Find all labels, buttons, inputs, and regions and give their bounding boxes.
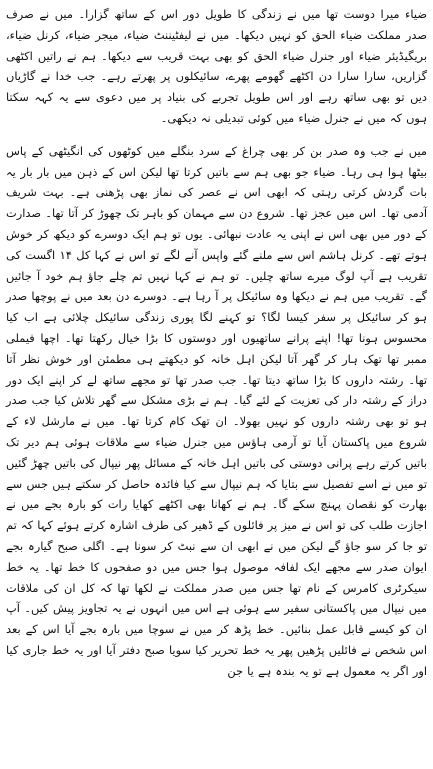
paragraph-2: میں نے جب وہ صدر بن کر بھی چراغ کے سرد بنگلے میں کوٹھوں کی انگیٹھی کے پاس بیٹھا ہوا ہی رہا۔ ضیاء جو بھی ہم سے باتیں کرتا تھا لیکن اس کے ذہن میں بار بار یہ بات گردش کرتی رہتی کہ ابھی اس نے عصر کی نماز بھی پڑھنی ہے۔ بہت شریف آدمی تھا۔ اس میں عجز تھا۔ شروع دن سے مہمان کو باہر تک چھوڑ کر آتا تھا۔ صدارت کے دور میں بھی اس نے اپنی یہ عادت نبھائی۔ یوں تو ہم ایک دوسرے کو دیکھ کر خوش ہوتے تھے۔ کرنل ہاشم اس سے ملنے گئے واپس آنے لگے تو اس نے کہا کل ۱۴ اگست کی تقریب ہے آپ لوگ میرے ساتھ چلیں۔ تو ہم نے کہا نہیں تم چلے جاؤ ہم خود آ جائیں گے۔ تقریب میں ہم نے دیکھا وہ سائیکل پر آ رہا ہے۔ دوسرے دن بعد میں نے پوچھا صدر ہو کر سائیکل پر سفر کیسا لگا؟ تو کہنے لگا پوری زندگی سائیکل چلائی ہے اب کیا محسوس ہونا تھا! اپنے پرانے ساتھیوں اور دوستوں کا بڑا خیال رکھتا تھا۔ اچھا فیملی ممبر تھا تھک ہار کر گھر آتا لیکن اہل خانہ کو دیکھتے ہی مطمئن اور خوش نظر آتا تھا۔ رشتہ داروں کا بڑا ساتھ دیتا تھا۔ جب صدر تھا تو مجھے ساتھ لے کر اپنے ایک دور دراز کے رشتہ دار کی تعزیت کے لئے گیا۔ ہم نے بڑی مشکل سے گھر تلاش کیا جب صدر ہو تو بھی رشتہ داروں کو نہیں بھولا۔ ان تھک کام کرتا تھا۔ میں نے مارشل لاء کے شروع میں پاکستان آیا تو آرمی ہاؤس میں جنرل ضیاء سے ملاقات ہوئی ہم دیر تک باتیں کرتے رہے پرانی دوستی کی باتیں اہل خانہ کے مسائل پھر نیپال کی باتیں چھڑ گئیں تو میں نے اسے تفصیل سے بتایا کہ ہم نیپال سے کیا فائدہ حاصل کر سکتے ہیں جس سے بھارت کو نقصان پہنچ سکے گا۔ ہم نے کھانا بھی اکٹھے کھایا رات کو بارہ بجے میں نے اجازت طلب کی تو اس نے میز پر فائلوں کے ڈھیر کی طرف اشارہ کرتے ہوئے کہا کہ تم تو جا کر سو جاؤ گے لیکن میں نے ابھی ان سے نبٹ کر سونا ہے۔ اگلی صبح گیارہ بجے ایوان صدر سے مجھے ایک لفافہ موصول ہوا جس میں دو صفحوں کا خط تھا۔ یہ خط سیکرٹری کامرس کے نام تھا جس میں صدر مملکت نے لکھا تھا کہ کل ان کی ملاقات میں نیپال میں پاکستانی سفیر سے ہوئی ہے اس میں انہوں نے یہ تجاویز پیش کیں۔ آپ ان کو کیسے قابل عمل بنائیں۔ خط پڑھ کر میں نے سوچا میں بارہ بجے آیا اس کے بعد اس شخص نے فائلیں پڑھیں پھر یہ خط تحریر کیا سویا صبح دفتر آیا اور یہ خط جاری کیا اور اگر یہ معمول ہے تو یہ بندہ ہے یا جن [6, 143, 427, 678]
paragraph-1: ضیاء میرا دوست تھا میں نے زندگی کا طویل دور اس کے ساتھ گزارا۔ میں نے صرف صدر مملکت ضیاء الحق کو نہیں دیکھا۔ میں نے لیفٹیننٹ ضیاء، میجر ضیاء، کرنل ضیاء، بریگیڈیئر ضیاء اور جنرل ضیاء الحق کو بھی بہت قریب سے دیکھا۔ ہم نے راتیں اکٹھی گزاریں، سارا سارا دن اکٹھے گھومے پھرے، سائیکلوں پر پھرتے رہے۔ جب خدا نے گاڑیاں دیں تو بھی ساتھ رہے اور اس طویل تجربے کی بنیاد پر میں دعوی سے یہ کہہ سکتا ہوں کہ میں نے جنرل ضیاء میں کوئی تبدیلی نہ دیکھی۔ [6, 7, 427, 125]
